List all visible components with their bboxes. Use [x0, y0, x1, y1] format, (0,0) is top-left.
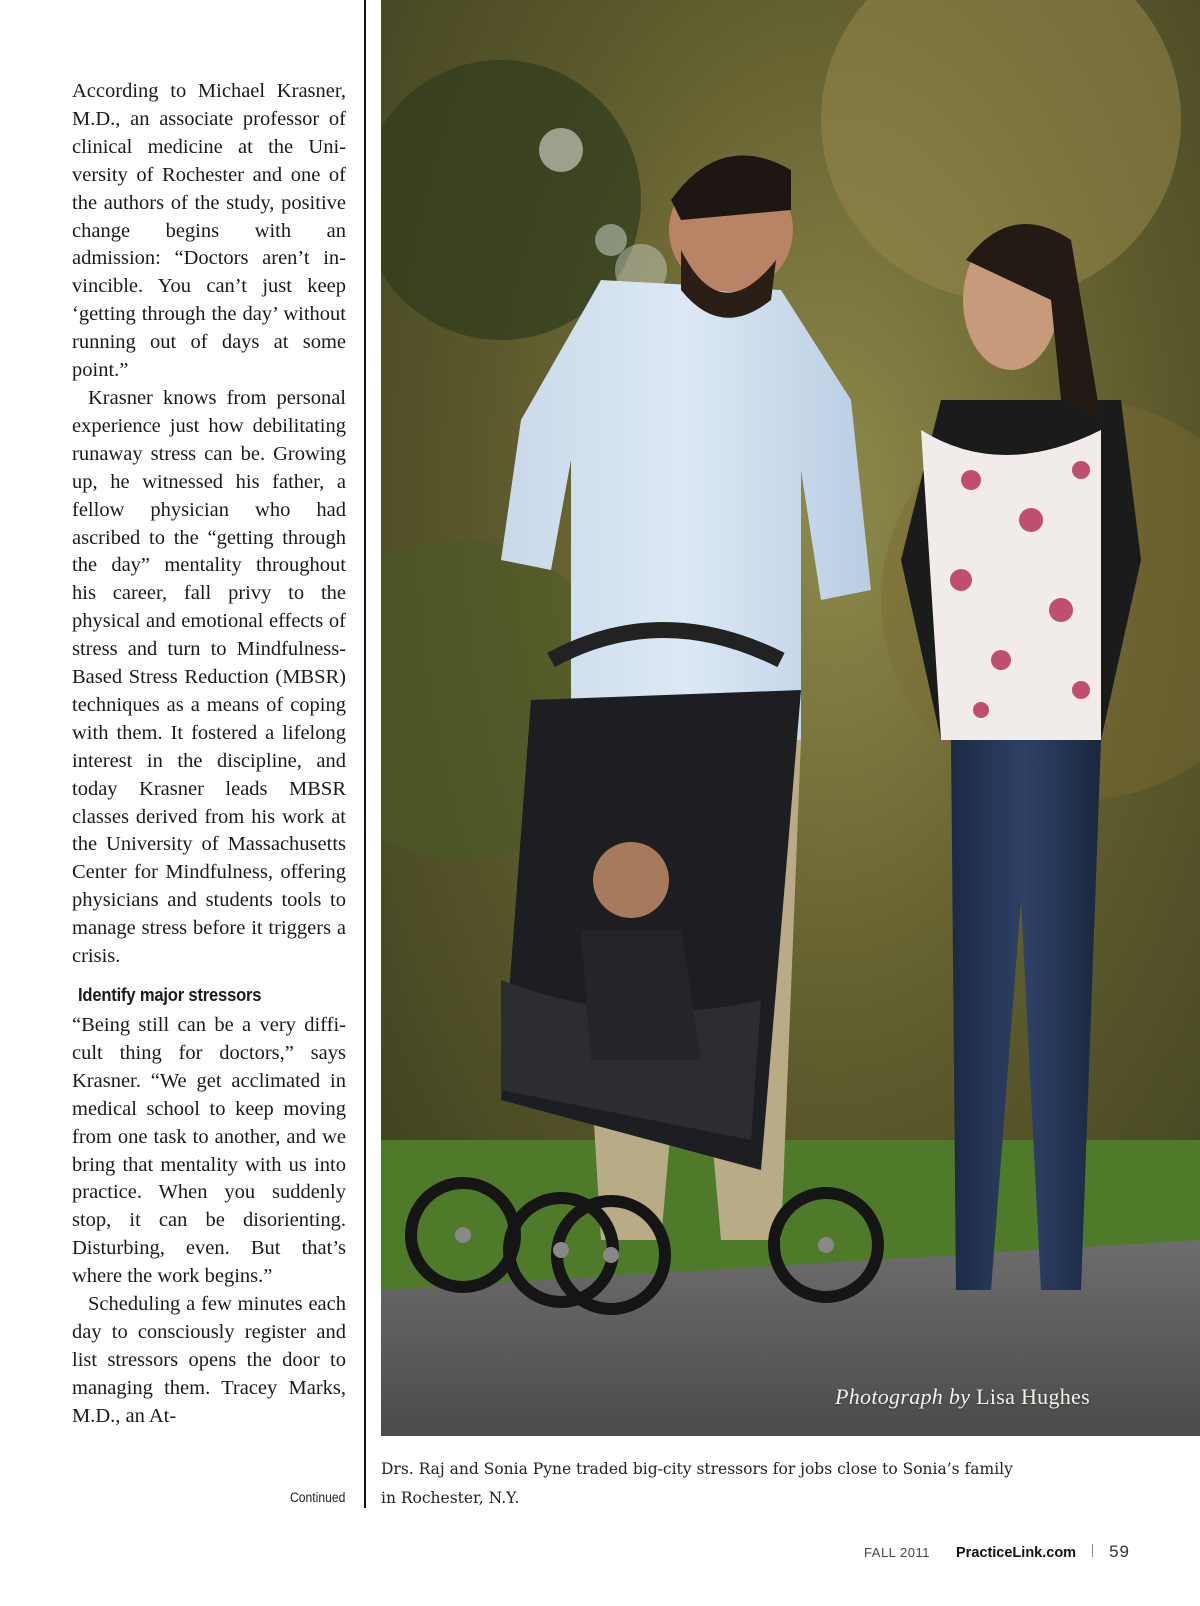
page-footer: [864, 1542, 1130, 1562]
photo-caption: Drs. Raj and Sonia Pyne traded big-city stressors for jobs close to Sonia’s family in Rochester, N.Y.: [381, 1460, 1013, 1507]
footer-divider: [1092, 1544, 1093, 1557]
article-column: [72, 78, 346, 1431]
photo-credit-name: Lisa Hughes: [976, 1384, 1090, 1409]
photo-credit-prefix: Photograph by: [835, 1384, 971, 1409]
continued-label: Continued: [290, 1490, 346, 1505]
article-paragraph-3: “Being still can be a very difficult thing for doctors,” says Krasner. “We get acclimated in medical school to keep moving from one task to another, and we bring that mentality with us into practice. When you suddenly stop, it can be disorienting. Disturbing, even. But that’s where the work begins.”: [72, 1014, 346, 1288]
issue-season: FALL 2011: [864, 1545, 930, 1560]
family-photo: [381, 0, 1200, 1436]
article-paragraph-1: According to Michael Krasner, M.D., an associate professor of clinical medicine at the University of Rochester and one of the authors of the study, positive change begins with an admission: “Doctors aren’t invincible. You can’t just keep ‘getting through the day’ without running out of days at some point.”: [72, 80, 346, 382]
article-paragraph-2: Krasner knows from personal experience just how debilitating runaway stress can be. Growing up, he witnessed his father, a fellow physician who had ascribed to the “getting through the day” mentality throughout his career, fall privy to the physical and emotional effects of stress and turn to Mindfulness-Based Stress Reduction (MBSR) techniques as a means of coping with them. It fostered a lifelong interest in the discipline, and today Krasner leads MBSR classes derived from his work at the University of Massachusetts Center for Mindfulness, offering physicians and students tools to manage stress before it triggers a crisis.: [72, 386, 346, 968]
family-photo-illustration: [381, 0, 1200, 1436]
photo-credit: [835, 1384, 1090, 1410]
article-paragraph-4: Scheduling a few minutes each day to consciously register and list stressors opens the door to managing them. Tracey Marks, M.D., an At-: [72, 1293, 346, 1427]
page-number: 59: [1109, 1542, 1130, 1561]
site-name: PracticeLink.com: [956, 1545, 1077, 1561]
column-divider: [364, 0, 366, 1508]
section-subhead: Identify major stressors: [78, 985, 262, 1005]
